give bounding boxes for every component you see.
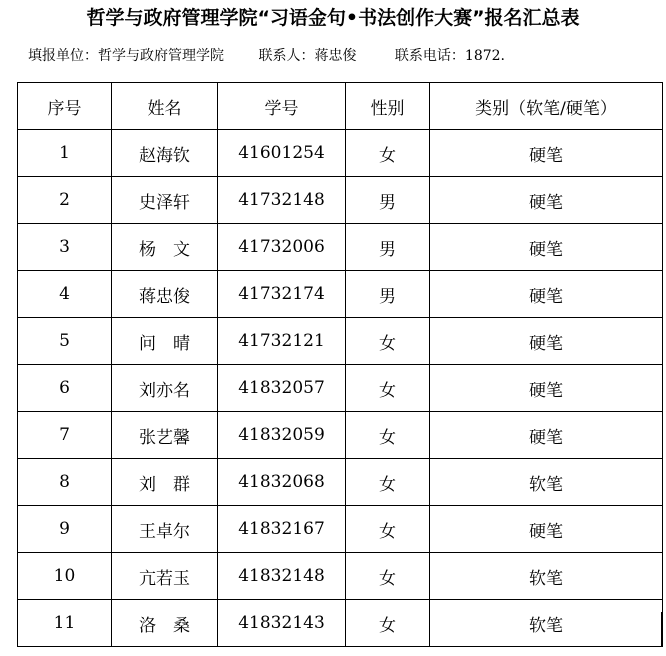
table-row xyxy=(18,600,663,647)
cell-name: 赵海钦 xyxy=(112,130,218,177)
cell-student-id: 41832068 xyxy=(218,459,346,506)
cell-student-id: 41832059 xyxy=(218,412,346,459)
cell-index: 1 xyxy=(18,130,112,177)
cell-student-id: 41732148 xyxy=(218,177,346,224)
cell-student-id: 41732174 xyxy=(218,271,346,318)
table-row xyxy=(18,177,663,224)
table-row xyxy=(18,271,663,318)
cell-category: 硬笔 xyxy=(430,224,663,271)
cell-category: 软笔 xyxy=(430,600,663,647)
cell-name: 亢若玉 xyxy=(112,553,218,600)
header-gender: 性别 xyxy=(346,83,430,130)
cell-gender: 女 xyxy=(346,130,430,177)
cell-index: 2 xyxy=(18,177,112,224)
table-row xyxy=(18,459,663,506)
cell-category: 硬笔 xyxy=(430,271,663,318)
cell-name: 王卓尔 xyxy=(112,506,218,553)
cell-index: 7 xyxy=(18,412,112,459)
phone-label: 联系电话：1872. xyxy=(394,48,505,64)
cell-index: 5 xyxy=(18,318,112,365)
cell-name: 洛 桑 xyxy=(112,600,218,647)
cell-index: 6 xyxy=(18,365,112,412)
cell-gender: 女 xyxy=(346,365,430,412)
info-line xyxy=(28,46,505,66)
cell-category: 硬笔 xyxy=(430,177,663,224)
header-index: 序号 xyxy=(18,83,112,130)
cell-index: 10 xyxy=(18,553,112,600)
cell-category: 硬笔 xyxy=(430,130,663,177)
cell-student-id: 41832057 xyxy=(218,365,346,412)
cell-index: 4 xyxy=(18,271,112,318)
table-row xyxy=(18,506,663,553)
cell-gender: 女 xyxy=(346,553,430,600)
table-row xyxy=(18,224,663,271)
header-student-id: 学号 xyxy=(218,83,346,130)
contact-label: 联系人：蒋忠俊 xyxy=(258,48,357,64)
edge-mark xyxy=(661,612,663,646)
cell-name: 问 晴 xyxy=(112,318,218,365)
cell-category: 硬笔 xyxy=(430,506,663,553)
table-row xyxy=(18,318,663,365)
cell-student-id: 41732006 xyxy=(218,224,346,271)
cell-name: 史泽轩 xyxy=(112,177,218,224)
cell-category: 软笔 xyxy=(430,553,663,600)
header-name: 姓名 xyxy=(112,83,218,130)
cell-index: 11 xyxy=(18,600,112,647)
cell-student-id: 41832143 xyxy=(218,600,346,647)
cell-index: 9 xyxy=(18,506,112,553)
table-row xyxy=(18,553,663,600)
cell-gender: 女 xyxy=(346,600,430,647)
cell-gender: 女 xyxy=(346,506,430,553)
cell-gender: 女 xyxy=(346,459,430,506)
page-title: 哲学与政府管理学院“习语金句•书法创作大赛”报名汇总表 xyxy=(86,7,580,29)
cell-student-id: 41732121 xyxy=(218,318,346,365)
cell-name: 刘亦名 xyxy=(112,365,218,412)
cell-name: 张艺馨 xyxy=(112,412,218,459)
cell-name: 刘 群 xyxy=(112,459,218,506)
cell-category: 硬笔 xyxy=(430,412,663,459)
cell-gender: 男 xyxy=(346,177,430,224)
cell-gender: 男 xyxy=(346,271,430,318)
cell-index: 8 xyxy=(18,459,112,506)
cell-category: 硬笔 xyxy=(430,365,663,412)
cell-index: 3 xyxy=(18,224,112,271)
cell-student-id: 41832148 xyxy=(218,553,346,600)
cell-category: 软笔 xyxy=(430,459,663,506)
header-category: 类别（软笔/硬笔） xyxy=(430,83,663,130)
cell-name: 杨 文 xyxy=(112,224,218,271)
cell-category: 硬笔 xyxy=(430,318,663,365)
cell-name: 蒋忠俊 xyxy=(112,271,218,318)
cell-student-id: 41832167 xyxy=(218,506,346,553)
table-header-row xyxy=(18,83,663,130)
cell-gender: 男 xyxy=(346,224,430,271)
cell-student-id: 41601254 xyxy=(218,130,346,177)
table-row xyxy=(18,365,663,412)
registration-table xyxy=(17,82,663,647)
table-row xyxy=(18,412,663,459)
table-row xyxy=(18,130,663,177)
cell-gender: 女 xyxy=(346,318,430,365)
unit-label: 填报单位：哲学与政府管理学院 xyxy=(28,48,224,64)
cell-gender: 女 xyxy=(346,412,430,459)
